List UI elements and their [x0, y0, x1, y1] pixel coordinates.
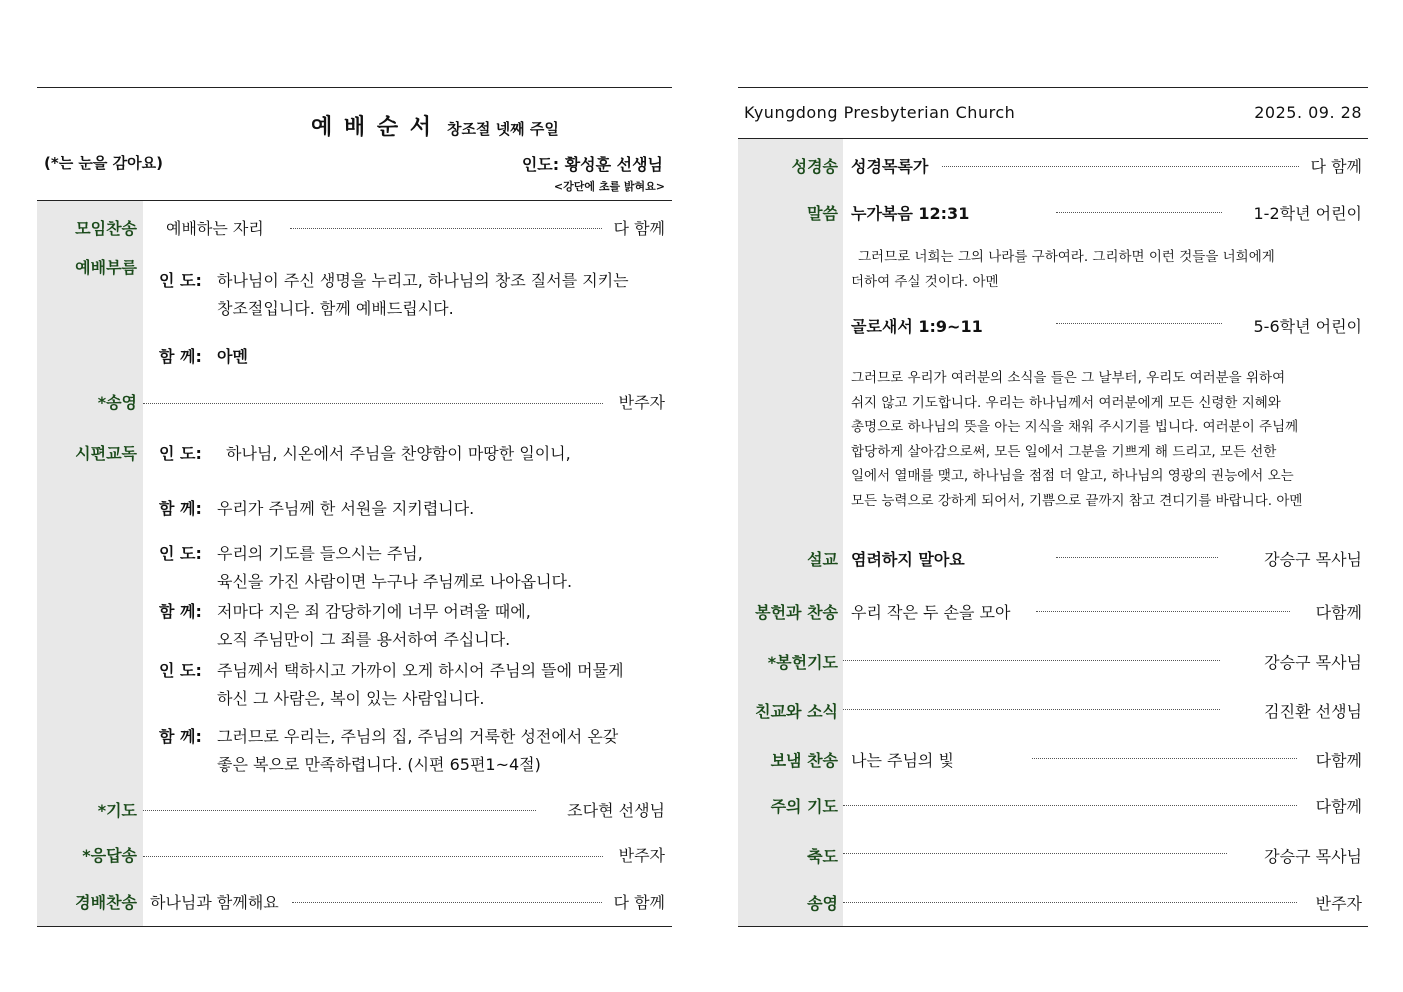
- psalm-role-5: 인 도:: [159, 661, 202, 680]
- psalm-line: 좋은 복으로 만족하렵니다. (시편 65편1~4절): [217, 755, 541, 774]
- benediction-label: 축도: [807, 847, 838, 866]
- offering-who: 다함께: [1315, 603, 1362, 622]
- reading2-line: 그러므로 우리가 여러분의 소식을 들은 그 날부터, 우리도 여러분을 위하여: [851, 370, 1286, 386]
- sending-song-who: 다함께: [1315, 751, 1362, 770]
- psalm-line: 우리가 주님께 한 서원을 지키렵니다.: [217, 499, 475, 518]
- worship-song-title: 하나님과 함께해요: [150, 893, 279, 912]
- psalm-line: 하나님, 시온에서 주님을 찬양함이 마땅한 일이니,: [226, 444, 571, 463]
- leader-dots: [1032, 758, 1297, 759]
- psalm-line: 그러므로 우리는, 주님의 집, 주님의 거룩한 성전에서 온갖: [217, 727, 619, 746]
- closing-label: 송영: [807, 894, 838, 913]
- gathering-song-who: 다 함께: [613, 219, 665, 238]
- leader-dots: [843, 709, 1220, 710]
- leader-dots: [1056, 212, 1222, 213]
- reading2-line: 모든 능력으로 강하게 되어서, 기쁨으로 끝까지 참고 견디기를 바랍니다. 아멘: [851, 493, 1303, 509]
- psalm-line: 저마다 지은 죄 감당하기에 너무 어려울 때에,: [217, 602, 531, 621]
- leader-dots: [1056, 323, 1222, 324]
- reading1-ref: 누가복음 12:31: [851, 204, 970, 223]
- leader-dots: [942, 166, 1299, 167]
- leader-dots: [143, 810, 536, 811]
- reading2-line: 합당하게 살아감으로써, 모든 일에서 그분을 기쁘게 해 드리고, 모든 선한: [851, 444, 1277, 460]
- reading1-line: 그러므로 너희는 그의 나라를 구하여라. 그리하면 이런 것들을 너희에게: [858, 249, 1275, 265]
- gathering-song-label: 모임찬송: [75, 219, 137, 238]
- bible-song-who: 다 함께: [1310, 157, 1362, 176]
- closing-who: 반주자: [1315, 894, 1362, 913]
- bottom-rule: [738, 926, 1368, 927]
- offering-prayer-label: *봉헌기도: [767, 653, 838, 672]
- reading2-line: 쉬지 않고 기도합니다. 우리는 하나님께서 여러분에게 모든 신령한 지혜와: [851, 395, 1281, 411]
- prayer-who: 조다현 선생님: [567, 801, 665, 820]
- psalm-line: 주님께서 택하시고 가까이 오게 하시어 주님의 뜰에 머물게: [217, 661, 624, 680]
- reading2-line: 총명으로 하나님의 뜻을 아는 지식을 채워 주시기를 빕니다. 여러분이 주님께: [851, 419, 1299, 435]
- offering-label: 봉헌과 찬송: [755, 603, 838, 622]
- top-rule: [37, 87, 672, 88]
- word-label: 말씀: [807, 204, 838, 223]
- psalm-line: 오직 주님만이 그 죄를 용서하여 주십니다.: [217, 630, 511, 649]
- gathering-song-title: 예배하는 자리: [166, 219, 264, 238]
- candle-note: <강단에 초를 밝혀요>: [553, 180, 665, 193]
- leader-dots: [143, 856, 603, 857]
- fellowship-who: 김진환 선생님: [1264, 702, 1362, 721]
- benediction-who: 강승구 목사님: [1264, 847, 1362, 866]
- sermon-label: 설교: [807, 550, 838, 569]
- lords-prayer-label: 주의 기도: [770, 797, 838, 816]
- leader-dots: [843, 902, 1297, 903]
- prayer-label: *기도: [97, 801, 137, 820]
- leader-dots: [1056, 557, 1218, 558]
- eyes-note: (*는 눈을 감아요): [44, 154, 163, 172]
- leader-dots: [843, 853, 1227, 854]
- call-line-3: 아멘: [217, 347, 248, 366]
- offering-song: 우리 작은 두 손을 모아: [851, 603, 1011, 622]
- leader-dots: [843, 805, 1297, 806]
- call-to-worship-label: 예배부름: [75, 258, 137, 277]
- psalm-role-6: 함 께:: [159, 727, 202, 746]
- leader-dots: [843, 660, 1220, 661]
- page-title: 예 배 순 서: [311, 115, 433, 140]
- bottom-rule: [37, 926, 672, 927]
- bible-song-title: 성경목록가: [851, 157, 929, 176]
- reading1-who: 1-2학년 어린이: [1253, 204, 1362, 223]
- praise-label: *송영: [97, 393, 137, 412]
- response-who: 반주자: [618, 846, 665, 865]
- leader-dots: [143, 403, 603, 404]
- sermon-who: 강승구 목사님: [1264, 550, 1362, 569]
- page-subtitle: 창조절 넷째 주일: [447, 120, 559, 138]
- call-line-2: 창조절입니다. 함께 예배드립시다.: [217, 299, 454, 318]
- psalm-role-3: 인 도:: [159, 544, 202, 563]
- sending-song-title: 나는 주님의 빛: [851, 751, 954, 770]
- psalm-label: 시편교독: [75, 444, 137, 463]
- top-rule: [738, 87, 1368, 88]
- worship-song-label: 경배찬송: [75, 893, 137, 912]
- reading2-ref: 골로새서 1:9~11: [851, 317, 983, 336]
- psalm-line: 육신을 가진 사람이면 누구나 주님께로 나아옵니다.: [217, 572, 573, 591]
- worship-song-who: 다 함께: [613, 893, 665, 912]
- leader-dots: [290, 228, 602, 229]
- psalm-line: 하신 그 사람은, 복이 있는 사람입니다.: [217, 689, 485, 708]
- sermon-title: 염려하지 말아요: [851, 550, 965, 569]
- leader-name: 인도: 황성훈 선생님: [521, 155, 663, 174]
- praise-who: 반주자: [618, 393, 665, 412]
- call-line-1: 하나님이 주신 생명을 누리고, 하나님의 창조 질서를 지키는: [217, 271, 629, 290]
- bible-song-label: 성경송: [791, 157, 838, 176]
- leader-dots: [1036, 611, 1290, 612]
- call-role-1: 인 도:: [159, 271, 202, 290]
- psalm-role-1: 인 도:: [159, 444, 202, 463]
- call-role-2: 함 께:: [159, 347, 202, 366]
- psalm-role-4: 함 께:: [159, 602, 202, 621]
- church-name: Kyungdong Presbyterian Church: [744, 103, 1016, 122]
- reading2-who: 5-6학년 어린이: [1253, 317, 1362, 336]
- offering-prayer-who: 강승구 목사님: [1264, 653, 1362, 672]
- fellowship-label: 친교와 소식: [755, 702, 838, 721]
- psalm-role-2: 함 께:: [159, 499, 202, 518]
- reading2-line: 일에서 열매를 맺고, 하나님을 점점 더 알고, 하나님의 영광의 권능에서 오는: [851, 468, 1294, 484]
- bulletin-date: 2025. 09. 28: [1254, 103, 1362, 122]
- response-label: *응답송: [82, 846, 137, 865]
- reading1-line: 더하여 주실 것이다. 아멘: [851, 274, 999, 290]
- leader-dots: [292, 902, 602, 903]
- psalm-line: 우리의 기도를 들으시는 주님,: [217, 544, 423, 563]
- lords-prayer-who: 다함께: [1315, 797, 1362, 816]
- sending-song-label: 보냄 찬송: [770, 751, 838, 770]
